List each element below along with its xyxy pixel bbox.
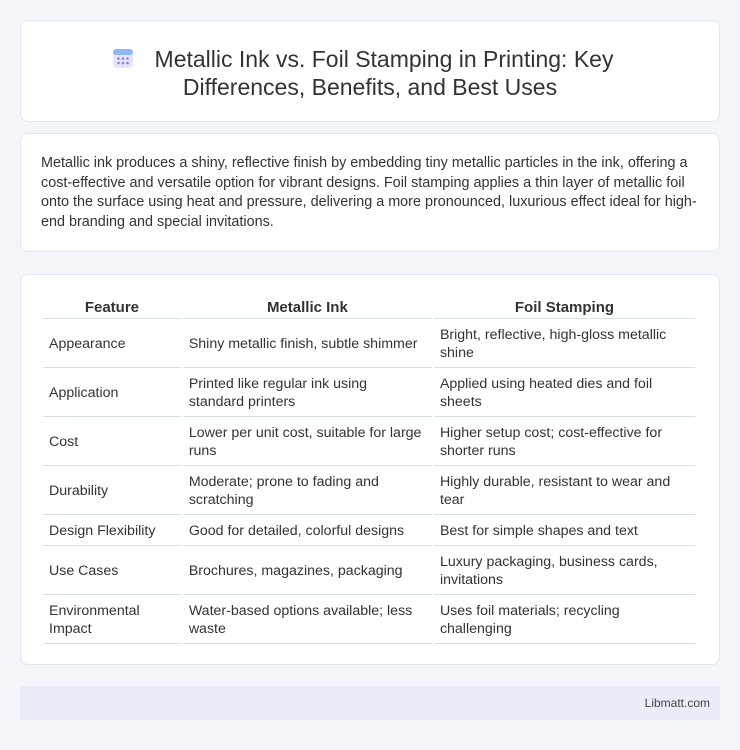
feature-cell: Cost [43,419,181,466]
foil-stamping-cell: Highly durable, resistant to wear and tear [434,468,695,515]
metallic-ink-cell: Brochures, magazines, packaging [183,548,432,595]
table-row [43,321,695,368]
source-link[interactable]: Libmatt.com [644,696,710,710]
comparison-table [41,297,697,646]
table-row [43,517,695,546]
foil-stamping-cell: Higher setup cost; cost-effective for shorter runs [434,419,695,466]
feature-cell: Design Flexibility [43,517,181,546]
foil-stamping-cell: Best for simple shapes and text [434,517,695,546]
table-header-row [43,299,695,319]
table-row [43,548,695,595]
table-row [43,370,695,417]
foil-stamping-cell: Luxury packaging, business cards, invitations [434,548,695,595]
page-title [21,45,719,101]
metallic-ink-cell: Good for detailed, colorful designs [183,517,432,546]
feature-cell: Use Cases [43,548,181,595]
intro-card [20,133,720,252]
metallic-ink-cell: Moderate; prone to fading and scratching [183,468,432,515]
foil-stamping-cell: Bright, reflective, high-gloss metallic shine [434,321,695,368]
foil-stamping-cell: Applied using heated dies and foil sheets [434,370,695,417]
header-feature: Feature [43,299,181,319]
footer-bar [20,686,720,720]
metallic-ink-cell: Lower per unit cost, suitable for large runs [183,419,432,466]
header-foil-stamping: Foil Stamping [434,299,695,319]
metallic-ink-cell: Shiny metallic finish, subtle shimmer [183,321,432,368]
feature-cell: Application [43,370,181,417]
metallic-ink-cell: Printed like regular ink using standard printers [183,370,432,417]
table-row [43,419,695,466]
page-title-line-2: Differences, Benefits, and Best Uses [182,74,558,100]
table-row [43,597,695,644]
comparison-card [20,274,720,665]
feature-cell: Durability [43,468,181,515]
title-card [20,20,720,122]
foil-stamping-cell: Uses foil materials; recycling challenging [434,597,695,644]
feature-cell: Environmental Impact [43,597,181,644]
page-title-line-1: Metallic Ink vs. Foil Stamping in Printing: Key [154,46,614,72]
intro-paragraph: Metallic ink produces a shiny, reflective finish by embedding tiny metallic particles in the ink, offering a cost-effective and versatile option for vibrant designs. Foil stamping applies a thin layer of metallic foil onto the surface using heat and pressure, delivering a more pronounced, luxurious effect ideal for high-end branding and special invitations. [41,155,697,230]
header-metallic-ink: Metallic Ink [183,299,432,319]
feature-cell: Appearance [43,321,181,368]
table-row [43,468,695,515]
metallic-ink-cell: Water-based options available; less waste [183,597,432,644]
